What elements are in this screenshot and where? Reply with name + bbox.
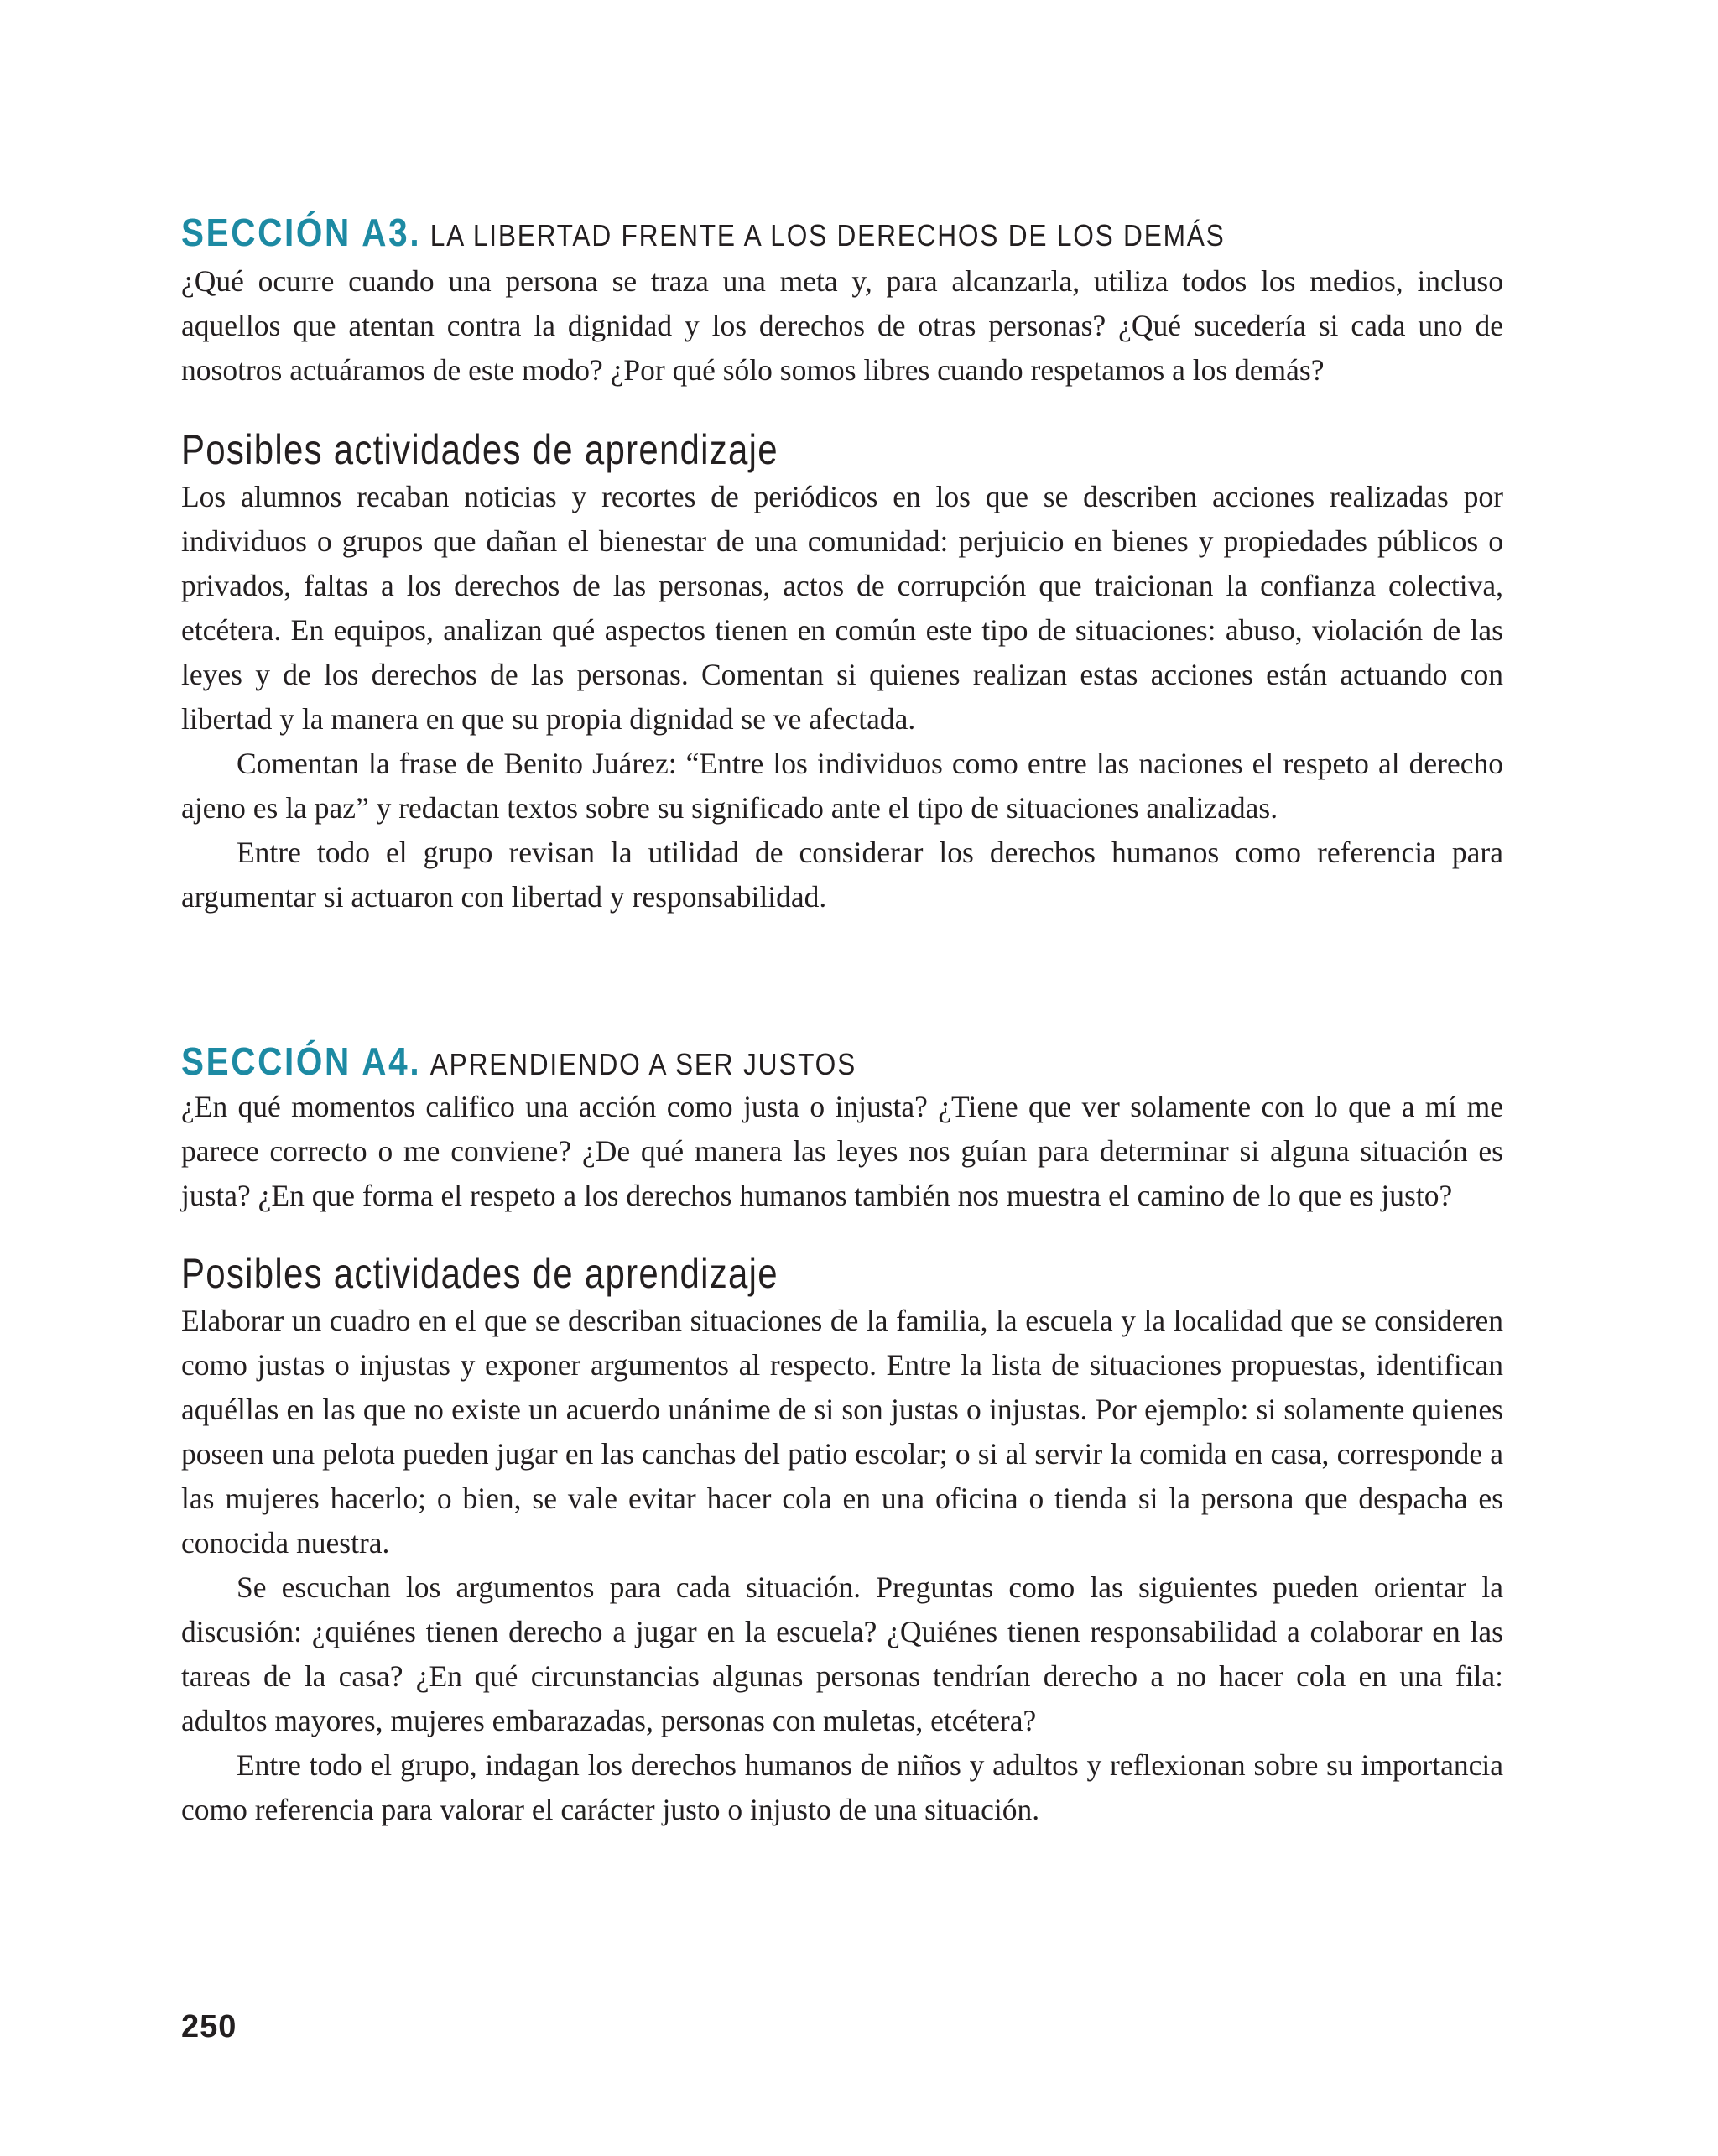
page-content: [181, 210, 1503, 1832]
section-a4-paragraph-2: Se escuchan los argumentos para cada situación. Preguntas como las siguientes pueden orientar la discusión: ¿quiénes tienen derecho a jugar en la escuela? ¿Quiénes tienen responsabilidad a colaborar en las tareas de la casa? ¿En qué circunstancias algunas personas tendrían derecho a no hacer cola en una fila: adultos mayores, mujeres embarazadas, personas con muletas, etcétera?: [181, 1570, 1503, 1738]
section-a4-questions: ¿En qué momentos califico una acción como justa o injusta? ¿Tiene que ver solamente con lo que a mí me parece correcto o me conviene? ¿De qué manera las leyes nos guían para determinar si alguna situación es justa? ¿En que forma el respeto a los derechos humanos también nos muestra el camino de lo que es justo?: [181, 1090, 1503, 1213]
section-a3-paragraph-1: Los alumnos recaban noticias y recortes de periódicos en los que se describen acciones realizadas por individuos o grupos que dañan el bienestar de una comunidad: perjuicio en bienes y propiedades públicos o privados, faltas a los derechos de las personas, actos de corrupción que traicionan la confianza colectiva, etcétera. En equipos, analizan qué aspectos tienen en común este tipo de situaciones: abuso, violación de las leyes y de los derechos de las personas. Comentan si quienes realizan estas acciones están actuando con libertad y la manera en que su propia dignidad se ve afectada.: [181, 480, 1503, 737]
section-a3-paragraph-2: Comentan la frase de Benito Juárez: “Entre los individuos como entre las naciones el respeto al derecho ajeno es la paz” y redactan textos sobre su significado ante el tipo de situaciones analizadas.: [181, 747, 1503, 825]
section-a4-title: APRENDIENDO A SER JUSTOS: [430, 1047, 856, 1082]
section-a4-code: SECCIÓN A4.: [181, 1039, 422, 1084]
section-a3-questions: ¿Qué ocurre cuando una persona se traza una meta y, para alcanzarla, utiliza todos los medios, incluso aquellos que atentan contra la dignidad y los derechos de otras personas? ¿Qué sucedería si cada uno de nosotros actuáramos de este modo? ¿Por qué sólo somos libres cuando respetamos a los demás?: [181, 264, 1503, 388]
section-a3-heading: [181, 210, 1345, 256]
section-a4-activities-heading: Posibles actividades de aprendizaje: [181, 1250, 778, 1298]
section-a3-paragraph-3: Entre todo el grupo revisan la utilidad de considerar los derechos humanos como referencia para argumentar si actuaron con libertad y responsabilidad.: [181, 836, 1503, 914]
section-a4-paragraph-3: Entre todo el grupo, indagan los derechos humanos de niños y adultos y reflexionan sobre su importancia como referencia para valorar el carácter justo o injusto de una situación.: [181, 1748, 1503, 1827]
section-a4-paragraph-1: Elaborar un cuadro en el que se describan situaciones de la familia, la escuela y la localidad que se consideren como justas o injustas y exponer argumentos al respecto. Entre la lista de situaciones propuestas, identifican aquéllas en las que no existe un acuerdo unánime de si son justas o injustas. Por ejemplo: si solamente quienes poseen una pelota pueden jugar en las canchas del patio escolar; o si al servir la comida en casa, corresponde a las mujeres hacerlo; o bien, se vale evitar hacer cola en una oficina o tienda si la persona que despacha es conocida nuestra.: [181, 1304, 1503, 1560]
section-a3-activities-heading: Posibles actividades de aprendizaje: [181, 426, 778, 474]
page-number: 250: [181, 2009, 237, 2044]
section-a4-heading: [181, 1039, 1345, 1085]
section-a3-code: SECCIÓN A3.: [181, 211, 422, 254]
section-a3-title: LA LIBERTAD FRENTE A LOS DERECHOS DE LOS DEMÁS: [430, 218, 1226, 253]
